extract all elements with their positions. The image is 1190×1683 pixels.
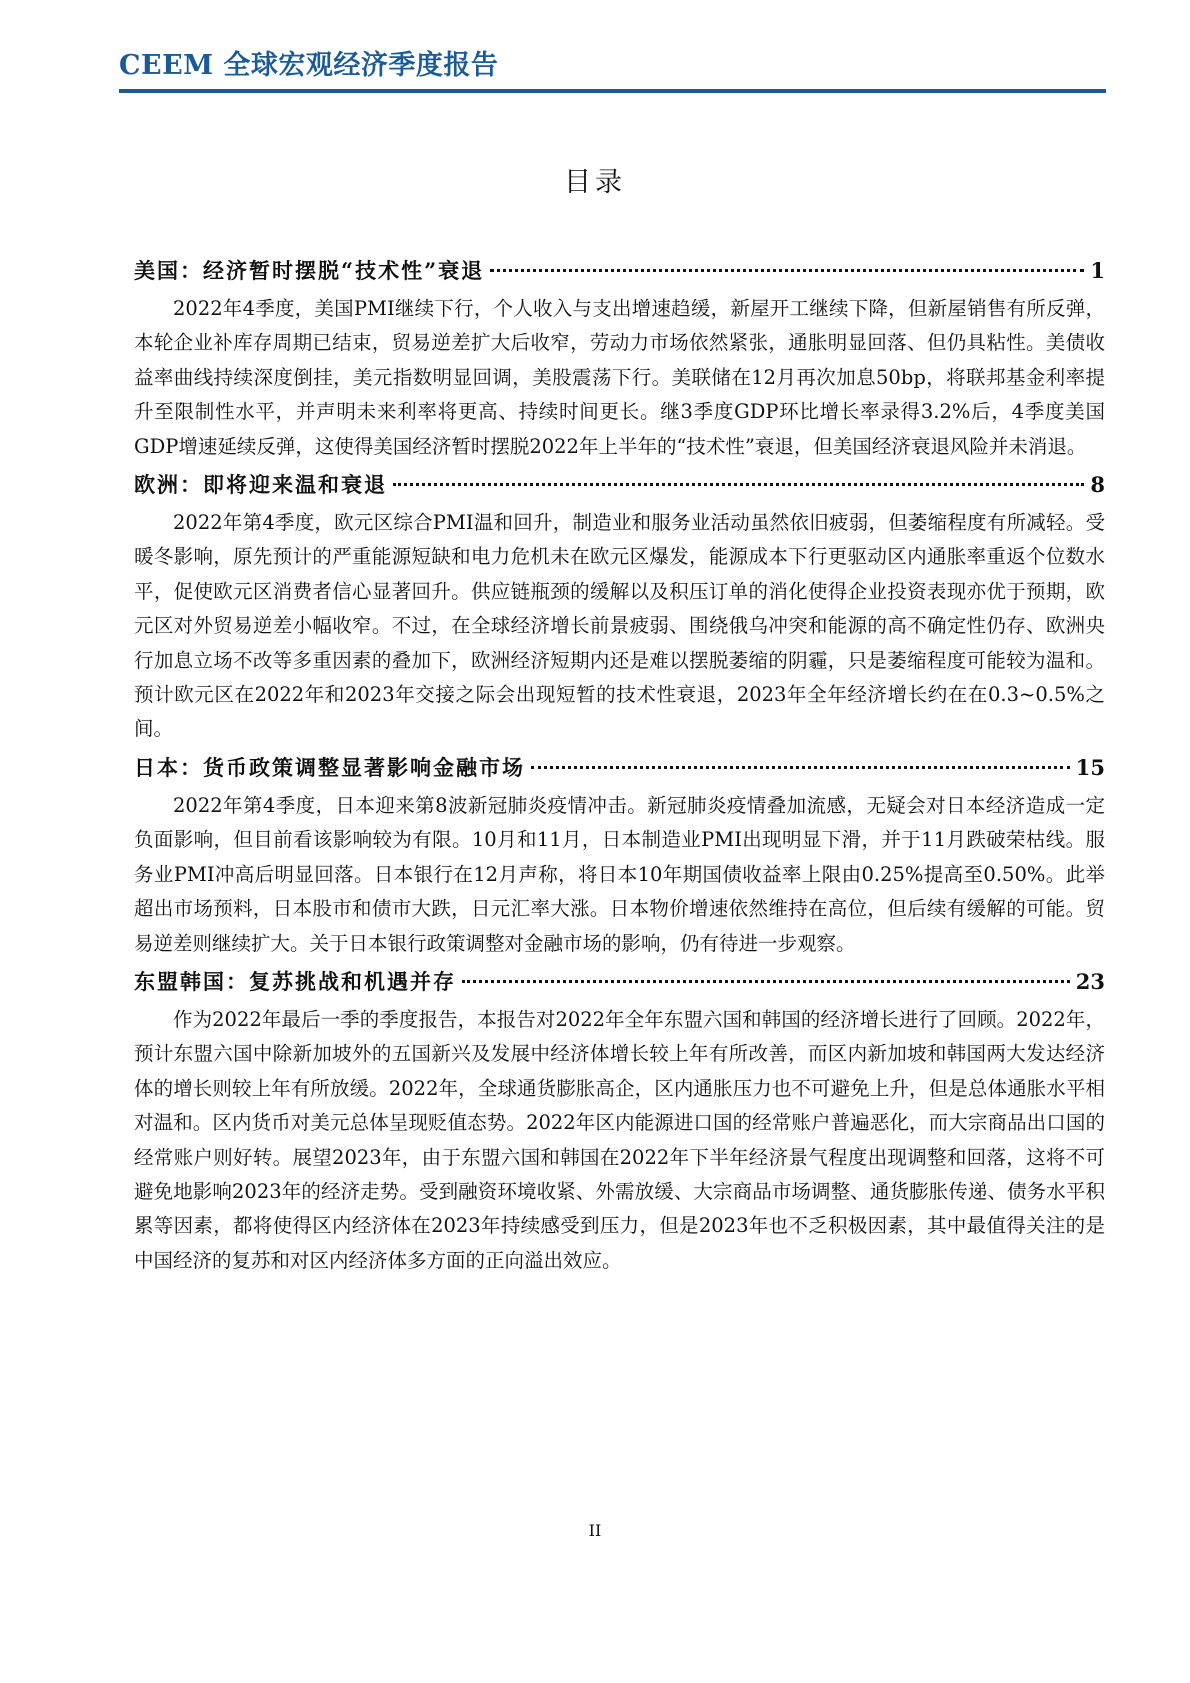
report-header bbox=[119, 46, 1106, 93]
toc-entry-page: 23 bbox=[1075, 968, 1105, 994]
dot-leader bbox=[490, 269, 1084, 272]
toc-entry-page: 8 bbox=[1090, 472, 1105, 498]
toc-entry-page: 15 bbox=[1075, 754, 1105, 780]
toc-entry-japan bbox=[134, 749, 1105, 961]
page-number: II bbox=[588, 1521, 602, 1540]
toc-entry-page: 1 bbox=[1090, 258, 1105, 283]
report-title: CEEM 全球宏观经济季度报告 bbox=[119, 50, 499, 81]
toc-link-asean-korea[interactable] bbox=[134, 963, 1105, 1001]
toc-link-japan[interactable] bbox=[134, 749, 1105, 787]
toc-entry-label: 日本：货币政策调整显著影响金融市场 bbox=[134, 754, 525, 780]
toc-entry-summary: 2022年第4季度，日本迎来第8波新冠肺炎疫情冲击。新冠肺炎疫情叠加流感，无疑会对日本经济造成一定负面影响，但目前看该影响较为有限。10月和11月，日本制造业PMI出现明显下滑，并于11月跌破荣枯线。服务业PMI冲高后明显回落。日本银行在12月声称，将日本10年期国债收益率上限由0.25%提高至0.50%。此举超出市场预料，日本股市和债市大跌，日元汇率大涨。日本物价增速依然维持在高位，但后续有缓解的可能。贸易逆差则继续扩大。关于日本银行政策调整对金融市场的影响，仍有待进一步观察。 bbox=[134, 793, 1105, 955]
toc-entry-summary: 2022年第4季度，欧元区综合PMI温和回升，制造业和服务业活动虽然依旧疲弱，但萎缩程度有所减轻。受暖冬影响，原先预计的严重能源短缺和电力危机未在欧元区爆发，能源成本下行更驱动区内通胀率重返个位数水平，促使欧元区消费者信心显著回升。供应链瓶颈的缓解以及积压订单的消化使得企业投资表现亦优于预期，欧元区对外贸易逆差小幅收窄。不过，在全球经济增长前景疲弱、围绕俄乌冲突和能源的高不确定性仍存、欧洲央行加息立场不改等多重因素的叠加下，欧洲经济短期内还是难以摆脱萎缩的阴霾，只是萎缩程度可能较为温和。预计欧元区在2022年和2023年交接之际会出现短暂的技术性衰退，2023年全年经济增长约在在0.3~0.5%之间。 bbox=[134, 511, 1105, 741]
toc-entry-summary: 2022年4季度，美国PMI继续下行，个人收入与支出增速趋缓，新屋开工继续下降，但新屋销售有所反弹，本轮企业补库存周期已结束，贸易逆差扩大后收窄，劳动力市场依然紧张，通胀明显回落、但仍具粘性。美债收益率曲线持续深度倒挂，美元指数明显回调，美股震荡下行。美联储在12月再次加息50bp，将联邦基金利率提升至限制性水平，并声明未来利率将更高、持续时间更长。继3季度GDP环比增长率录得3.2%后，4季度美国GDP增速延续反弹，这使得美国经济暂时摆脱2022年上半年的“技术性”衰退，但美国经济衰退风险并未消退。 bbox=[134, 297, 1105, 458]
header-divider bbox=[119, 89, 1106, 93]
toc-entry-asean-korea bbox=[134, 963, 1105, 1278]
toc-entry-summary: 作为2022年最后一季的季度报告，本报告对2022年全年东盟六国和韩国的经济增长进行了回顾。2022年，预计东盟六国中除新加坡外的五国新兴及发展中经济体增长较上年有所改善，而区内新加坡和韩国两大发达经济体的增长则较上年有所放缓。2022年，全球通货膨胀高企，区内通胀压力也不可避免上升，但是总体通胀水平相对温和。区内货币对美元总体呈现贬值态势。2022年区内能源进口国的经常账户普遍恶化，而大宗商品出口国的经常账户则好转。展望2023年，由于东盟六国和韩国在2022年下半年经济景气程度出现调整和回落，这将不可避免地影响2023年的经济走势。受到融资环境收紧、外需放缓、大宗商品市场调整、通货膨胀传递、债务水平积累等因素，都将使得区内经济体在2023年持续感受到压力，但是2023年也不乏积极因素，其中最值得关注的是中国经济的复苏和对区内经济体多方面的正向溢出效应。 bbox=[134, 1007, 1105, 1272]
dot-leader bbox=[393, 483, 1084, 486]
toc-link-europe[interactable] bbox=[134, 466, 1105, 504]
toc-title: 目录 bbox=[564, 167, 626, 198]
toc-link-usa[interactable] bbox=[134, 252, 1105, 290]
toc-entry-label: 东盟韩国：复苏挑战和机遇并存 bbox=[134, 968, 456, 994]
toc-entry-label: 美国：经济暂时摆脱“技术性”衰退 bbox=[134, 258, 485, 283]
dot-leader bbox=[531, 766, 1070, 769]
toc-entry-europe bbox=[134, 466, 1105, 747]
dot-leader bbox=[462, 980, 1070, 983]
toc-entry-usa bbox=[134, 252, 1105, 464]
table-of-contents bbox=[134, 252, 1105, 1278]
toc-entry-label: 欧洲：即将迎来温和衰退 bbox=[134, 472, 387, 498]
